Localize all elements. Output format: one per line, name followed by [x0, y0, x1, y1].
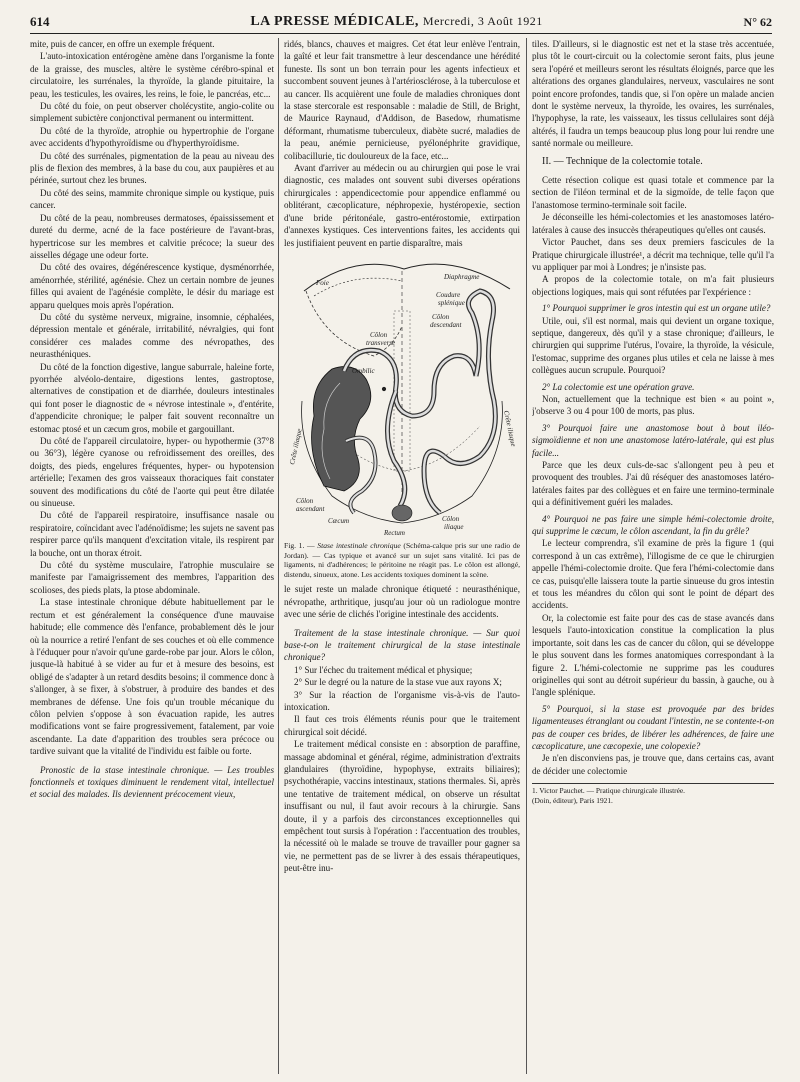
caption-text: (Schéma-calque pris sur une radio de Jordan). — Cas typique et avancé sur un sujet sans vitalité. Ici pas de ligaments, ni d'adhérences; le péritoine ne réagit pas. Le côlon est allongé, distendu, sinueux, atone. Les accidents toxiques dominent la scène.: [284, 540, 520, 579]
answer: Or, la colectomie est faite pour des cas de stase avancés dans lesquels l'auto-intoxication constitue la complication la plus importante, soit dans les cas de cancer du côlon, qui se développe le plus souvent dans les formes anatomiques correspondant à la figure 2. L'hémi-colectomie ne supprime pas les coudures originelles qui sont au détroit supérieur du bassin, à gauche, ou à l'angle splénique.: [532, 612, 774, 698]
page-number: 614: [30, 14, 50, 29]
paragraph: Du côté du système musculaire, l'atrophie musculaire se manifeste par l'amaigrissement des membres, l'apparition des scolioses, des pieds plats, la ptose abdominale.: [30, 560, 274, 595]
paragraph: Du côté des ovaires, dégénérescence kystique, dysménorrhée, aménorrhée, stérilité, agénésie. Chez un certain nombre de jeunes filles qui avaient de l'agénésie complète, le désir du mariage est apparu quelques mois après l'opération.: [30, 262, 274, 310]
paragraph: Le traitement médical consiste en : absorption de paraffine, massage abdominal et général, régime, administration d'extraits glandulaires (thyroïdine, hypophyse, extraits biliaires); psychothérapie, vaccins intestinaux, stations thermales. Si, après une tentative de traitement médical, on observe un résultat insuffisant ou nul, il faut avoir recours à la chirurgie. Sans doute, il y a parfois des circonstances exceptionnelles qui empêchent tout sursis à l'opération : l'accentuation des troubles, la nécessité où le malade se trouve de travailler pour gagner sa vie, ne permettent pas de se livrer à des essais thérapeutiques, peut-être inu-: [284, 739, 520, 874]
page-header: [30, 10, 772, 34]
figure-caption: [284, 541, 520, 579]
question: 5° Pourquoi, si la stase est provoquée par des brides ligamenteuses étranglant ou coudant l'intestin, ne se contente-t-on pas de couper ces brides, de libérer les adhérences, de faire une cæcoplicature, une cæcopexie, une colopexie?: [532, 703, 774, 751]
column-2: [284, 38, 520, 1076]
footnote: [532, 783, 774, 805]
paragraph: Pronostic de la stase intestinale chronique. — Les troubles fonctionnels et toxiques diminuent le rendement vital, intellectuel et social des malades. Ils deviennent précocement vieux,: [30, 764, 274, 800]
label-colon-descendant: Côlon: [432, 312, 450, 321]
paragraph: Du côté du foie, on peut observer cholécystite, angio-colite ou simplement subictère conjonctival permanent ou intermittent.: [30, 101, 274, 124]
label-caecum: Cæcum: [328, 516, 349, 525]
paragraph: Traitement de la stase intestinale chronique. — Sur quoi base-t-on le traitement chirurgical de la stase intestinale chronique?: [284, 627, 520, 663]
column-1: [30, 38, 274, 1076]
answer: Non, actuellement que la technique est bien « au point », j'observe 3 ou 4 pour 100 de morts, pas plus.: [532, 393, 774, 417]
figure-1: [284, 251, 520, 579]
paragraph: Du côté de la fonction digestive, langue saburrale, haleine forte, pyorrhée alvéolo-dentaire, digestions lentes, gastroptose, alternatives de constipation et de diarrhée, douleurs intestinales qui font poser le diagnostic de « névrose intestinale », d'entérite, d'appendicite chronique; le palper fait souvent reconnaître un estomac ptosé et un cæcum gros, mobile et gargouillant.: [30, 361, 274, 434]
section-title: II. — Technique de la colectomie totale.: [542, 155, 703, 167]
paragraph: Du côté des surrénales, pigmentation de la peau au niveau des plis de flexion des membres, à la base du cou, aux paupières et au périnée, surtout chez les brunes.: [30, 150, 274, 186]
question: 4° Pourquoi ne pas faire une simple hémi-colectomie droite, qui supprime le cæcum, le côlon ascendant, la fin du grêle?: [532, 513, 774, 537]
paragraph: Du côté des seins, mammite chronique simple ou kystique, puis cancer.: [30, 187, 274, 211]
paragraph: Du côté de la thyroïde, atrophie ou hypertrophie de l'organe avec accidents d'hypothyroïdisme ou d'hyperthyroïdisme.: [30, 125, 274, 149]
label-diaphragme: Diaphragme: [444, 272, 480, 281]
answer: Parce que les deux culs-de-sac s'allongent peu à peu et provoquent des troubles. J'ai dû réséquer des anastomoses latéro-latérales faites par des collègues et en faire une termino-terminale qui a définitivement guéri les malades.: [532, 460, 774, 508]
footnote-line: (Doin, éditeur), Paris 1921.: [532, 795, 613, 805]
label-colon-transverse: Côlon: [370, 330, 388, 339]
paragraph: le sujet reste un malade chronique étiqueté : neurasthénique, névropathe, arthritique, jusqu'au jour où un radiologue montre avec une série de clichés l'origine intestinale des accidents.: [284, 584, 520, 620]
column-rule: [526, 38, 527, 1074]
label-ascendant: ascendant: [296, 504, 325, 513]
label-colon-ascendant: Côlon: [296, 496, 314, 505]
paragraph: mite, puis de cancer, en offre un exemple fréquent.: [30, 39, 215, 49]
paragraph: Du côté de l'appareil respiratoire, insuffisance nasale ou respiratoire, coïncidant avec l'adénoïdisme; les sujets ne savent pas respirer parce qu'ils manquent d'excitation vitale, ils respirent par la bouche, ont un thorax étroit.: [30, 510, 274, 558]
paragraph: ridés, blancs, chauves et maigres. Cet état leur enlève l'entrain, la gaîté et leur fait transmettre à leur descendance une hérédité funeste. Ils sont un bon terrain pour les agents infectieux et succombent souvent jeunes à l'artériosclérose, à la tuberculose et au cancer. Ils acquièrent une foule de maladies chroniques dont la stase stercorale est responsable : maladie de Still, de Bright, de Maurice Raynaud, d'Addison, de Basedow, rhumatisme déformant, rhumatisme tuberculeux, diabète sucré, maladies de la peau, anémie pernicieuse, pyélonéphrite gravidique, colibacillurie, tic douloureux de la face, etc...: [284, 39, 520, 161]
paragraph: Avant d'arriver au médecin ou au chirurgien qui pose le vrai diagnostic, ces malades ont souvent subi diverses opérations chirurgicales : appendicectomie pour appendice enflammé ou oblitérant, cæcoplicature, néphropexie, hystéropexie, section d'une bride péritonéale, gastro-entérostomie, extirpation d'annexes kystiques. Ces interventions faites, les accidents qui les justifiaient peuvent en partie disparaître, mais: [284, 163, 520, 248]
label-rectum: Rectum: [384, 528, 405, 537]
paragraph: 1° Sur l'échec du traitement médical et physique;: [294, 664, 473, 675]
label-descendant: descendant: [430, 320, 462, 329]
paragraph: Du côté de la peau, nombreuses dermatoses, épaississement et dureté du derme, acné de la face postérieure de l'avant-bras, hypertricose sur les membres et calvitie précoce; la sueur des aisselles dégage une odeur forte.: [30, 212, 274, 260]
paragraph: Il faut ces trois éléments réunis pour que le traitement chirurgical soit décidé.: [284, 714, 520, 737]
question: 3° Pourquoi faire une anastomose bout à bout iléo-sigmoïdienne et non une anastomose latéro-latérale, qui est plus facile...: [532, 422, 774, 458]
answer: Je n'en disconviens pas, je trouve que, dans certains cas, avant de décider une colectomie: [532, 753, 774, 776]
label-transverse: transverse: [366, 338, 396, 347]
paragraph: La stase intestinale chronique débute habituellement par le rectum et est généralement la conséquence d'une mauvaise habitude; elle commence dès l'enfance, probablement dès le jour où la nourrice a retiré l'enfant de ses couches et où elle commence à l'éduquer pour n'avoir qu'une garde-robe par jour. Alors le côlon, jusque-là habitué à se vider au fur et à mesure des besoins, est obligé de s'adapter à un retard desdits besoins; il commence donc à s'allonger, à se fixer, à s'obstruer, à produire des bandes et des membranes de défense. Une fois qu'un trouble mécanique du côlon pelvien s'oppose à son évacuation rapide, les autres modifications vont se faire progressivement, fatalement, par voie ascendante. La date d'apparition des troubles sera précoce ou tardive suivant que la vitalité de l'individu est faible ou forte.: [30, 597, 274, 757]
column-3: [532, 38, 774, 1076]
label-foie: Foie: [316, 278, 329, 287]
label-crete-iliaque-left: Crête iliaque: [288, 427, 304, 466]
label-coudure: Coudure: [436, 290, 461, 299]
label-colon-iliaque: Côlon: [442, 514, 460, 523]
paragraph: A propos de la colectomie totale, on m'a fait plusieurs objections logiques, mais qui sont réfutées par l'expérience :: [532, 274, 774, 297]
answer: Utile, oui, s'il est normal, mais qui devient un organe toxique, septique, dangereux, dès qu'il y a stase chronique; d'ailleurs, le chirurgien qui supprime l'utérus, l'ovaire, la thyroïde, la vésicule, l'estomac, supprime des organes plus utiles et cela ne laisse à mes collègues aucun scrupule. Pourquoi?: [532, 315, 774, 376]
caption-label: Fig. 1. —: [284, 540, 315, 550]
journal-title: [250, 14, 542, 30]
question: 2° La colectomie est une opération grave.: [542, 381, 695, 392]
question: 1° Pourquoi supprimer le gros intestin qui est un organe utile?: [542, 303, 771, 314]
paragraph: 2° Sur le degré ou la nature de la stase vue aux rayons X;: [294, 677, 502, 688]
publication-date: Mercredi, 3 Août 1921: [422, 14, 543, 28]
label-crete-iliaque-right: Crête iliaque: [502, 409, 518, 448]
colon-diagram: [284, 251, 520, 541]
paragraph: L'auto-intoxication entérogène amène dans l'organisme la fonte de la graisse, des muscles, altère le système cérébro-spinal et circulatoire, les surrénales, la thyroïde, la glande pituitaire, la peau, les testicules, les ovaires, les reins, le foie, le pancréas, etc...: [30, 51, 274, 99]
paragraph: 3° Sur la réaction de l'organisme vis-à-vis de l'auto-intoxication.: [284, 689, 520, 712]
label-splenique: splénique: [438, 298, 465, 307]
paragraph: Du côté du système nerveux, migraine, insomnie, céphalées, dépression mentale et générale, irritabilité, névralgies, qui font considérer ces malades comme des névropathes, des neurasthéniques.: [30, 311, 274, 360]
paragraph: Victor Pauchet, dans ses deux premiers fascicules de la Pratique chirurgicale illustrée¹, a décrit ma technique, telle qu'il l'a vu appliquer par moi à Londres; je n'insiste pas.: [532, 237, 774, 272]
answer: Le lecteur comprendra, s'il examine de près la figure 1 (qui correspond à un cas extrême), l'illogisme de ce que le chirurgien appelle l'hémi-colectomie droite. Que fera l'hémi-colectomie dans ce cas, puisqu'elle laissera toute la partie sinueuse du gros intestin et tous les méandres du côlon qui sont le point de départ des accidents.: [532, 538, 774, 611]
footnote-line: 1. Victor Pauchet. — Pratique chirurgicale illustrée.: [532, 786, 686, 796]
journal-name: LA PRESSE MÉDICALE,: [250, 14, 419, 29]
paragraph: tiles. D'ailleurs, si le diagnostic est net et la stase très accentuée, plus tôt le court-circuit ou la colectomie seront faits, plus jeune sera l'opéré et meilleurs seront les résultats éloignés, parce que les altérations des organes glandulaires, nerveux, vasculaires ne sont point encore profondes, tandis que, si l'on opère un malade ancien dont le système nerveux, la thyroïde, les ovaires, les surrénales, l'hypophyse, la rate, les vaisseaux, les tissus cellulaires sont déjà altérés, il faudra un temps beaucoup plus long pour lui rendre une santé normale ou meilleure.: [532, 39, 774, 149]
paragraph: Cette résection colique est quasi totale et commence par la section de l'iléon terminal et de la sigmoïde, de telle façon que l'anastomose termino-terminale soit facile.: [532, 175, 774, 210]
label-iliaque: iliaque: [444, 522, 464, 531]
issue-number: N° 62: [743, 15, 772, 29]
paragraph: Je déconseille les hémi-colectomies et les anastomoses latéro-latérales à cause des insuccès thérapeutiques qu'elles ont causés.: [532, 212, 774, 235]
label-ombilic: Ombilic: [352, 366, 375, 375]
paragraph: Du côté de l'appareil circulatoire, hyper- ou hypothermie (37°8 ou 36°3), légère cyanose ou refroidissement des oreilles, des doigts, des pieds, engelures fréquentes, hyper- ou hypotension artérielle; l'examen des gros vaisseaux thoraciques fait constater souvent des modifications du côté de l'aorte qui peut être dilatée ou sinueuse.: [30, 436, 274, 509]
column-rule: [278, 38, 279, 1074]
caption-title: Stase intestinale chronique: [317, 540, 401, 550]
